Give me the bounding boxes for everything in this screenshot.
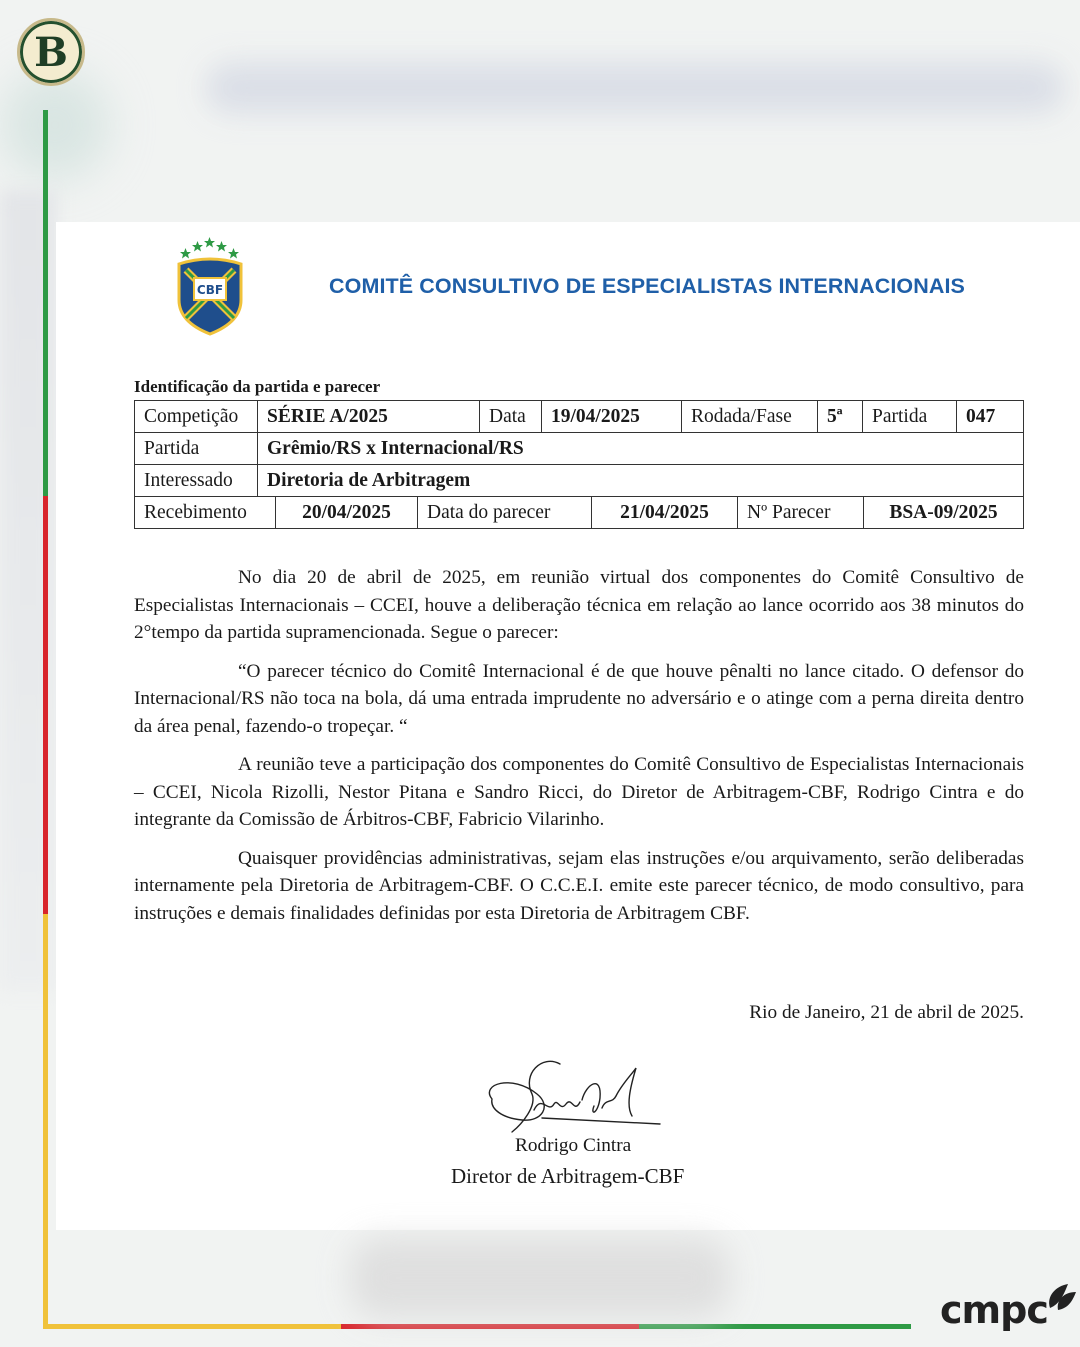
interessado-label: Interessado bbox=[135, 465, 258, 497]
frame-line-green bbox=[43, 110, 48, 496]
frame-line-yellow-bottom bbox=[43, 1324, 341, 1329]
data-parecer-label: Data do parecer bbox=[418, 497, 592, 529]
blurred-header-bar bbox=[205, 62, 1065, 114]
blurred-footer-area bbox=[350, 1238, 730, 1318]
data-parecer-value: 21/04/2025 bbox=[592, 497, 738, 529]
num-parecer-value: BSA-09/2025 bbox=[864, 497, 1024, 529]
rodada-value: 5ª bbox=[818, 401, 863, 433]
crest-text: CBF bbox=[196, 283, 224, 297]
recebimento-value: 20/04/2025 bbox=[276, 497, 418, 529]
committee-title: COMITÊ CONSULTIVO DE ESPECIALISTAS INTERNACIONAIS bbox=[329, 274, 966, 298]
brand-badge-logo: B bbox=[17, 18, 85, 86]
frame-line-yellow bbox=[43, 914, 48, 1328]
partida-number-label: Partida bbox=[863, 401, 957, 433]
table-row bbox=[135, 497, 1024, 529]
section-label: Identificação da partida e parecer bbox=[134, 377, 381, 396]
leaf-icon bbox=[1042, 1278, 1078, 1314]
data-label: Data bbox=[480, 401, 542, 433]
paragraph-1: No dia 20 de abril de 2025, em reunião virtual dos componentes do Comitê Consultivo de Especialistas Internacionais – CCEI, houve a deliberação técnica em relação ao lance ocorrido aos 38 minutos do 2°tempo da partida supramencionada. Segue o parecer: bbox=[134, 567, 1024, 643]
data-value: 19/04/2025 bbox=[542, 401, 682, 433]
table-row bbox=[135, 401, 1024, 433]
blurred-background bbox=[0, 70, 110, 180]
paragraph-3: A reunião teve a participação dos componentes do Comitê Consultivo de Especialistas Internacionais – CCEI, Nicola Rizolli, Nestor Pitana e Sandro Ricci, do Diretor de Arbitragem-CBF, Rodrigo Cintra e do integrante da Comissão de Árbitros-CBF, Fabricio Vilarinho. bbox=[134, 754, 1024, 830]
partida-value: Grêmio/RS x Internacional/RS bbox=[258, 433, 1024, 465]
rodada-label: Rodada/Fase bbox=[682, 401, 818, 433]
competicao-value: SÉRIE A/2025 bbox=[258, 401, 480, 433]
partida-label: Partida bbox=[135, 433, 258, 465]
frame-line-red bbox=[43, 496, 48, 914]
handwritten-signature bbox=[482, 1054, 662, 1144]
paragraph-2-quote: “O parecer técnico do Comitê Internacional é de que houve pênalti no lance citado. O defensor do Internacional/RS não toca na bola, dá uma entrada imprudente no adversário e o atinge com a perna direita dentro da área penal, fazendo-o tropeçar. “ bbox=[134, 660, 1024, 737]
partida-number-value: 047 bbox=[957, 401, 1024, 433]
document-page bbox=[56, 222, 1080, 1230]
recebimento-label: Recebimento bbox=[135, 497, 276, 529]
match-identification-table bbox=[134, 400, 1024, 497]
table-row bbox=[135, 433, 1024, 465]
cmpc-logo bbox=[940, 1278, 1060, 1338]
document-body bbox=[134, 564, 1024, 938]
frame-line-green-bottom bbox=[639, 1324, 911, 1329]
table-row bbox=[135, 465, 1024, 497]
competicao-label: Competição bbox=[135, 401, 258, 433]
place-date: Rio de Janeiro, 21 de abril de 2025. bbox=[749, 1002, 1024, 1023]
interessado-value: Diretoria de Arbitragem bbox=[258, 465, 1024, 497]
signer-name: Rodrigo Cintra bbox=[515, 1135, 632, 1156]
cbf-crest-logo bbox=[174, 230, 246, 340]
signer-role: Diretor de Arbitragem-CBF bbox=[451, 1164, 685, 1188]
parecer-identification-table bbox=[134, 496, 1024, 529]
paragraph-4: Quaisquer providências administrativas, sejam elas instruções e/ou arquivamento, serão deliberadas internamente pela Diretoria de Arbitragem-CBF. O C.C.E.I. emite este parecer técnico, de modo consultivo, para instruções e demais finalidades definidas por esta Diretoria de Arbitragem CBF. bbox=[134, 847, 1024, 924]
frame-line-red-bottom bbox=[341, 1324, 639, 1329]
cmpc-logo-text: cmpc bbox=[940, 1288, 1048, 1332]
num-parecer-label: Nº Parecer bbox=[738, 497, 864, 529]
